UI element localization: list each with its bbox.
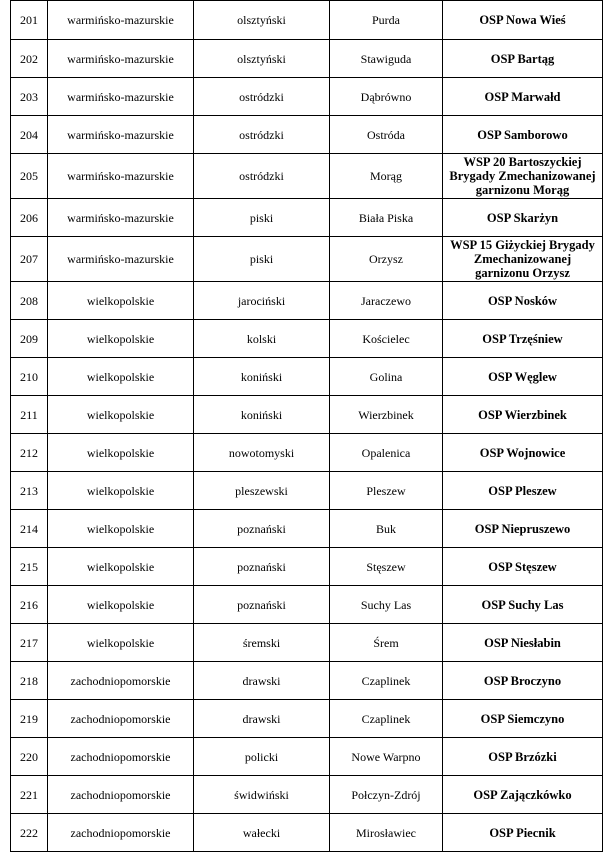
fire-unit-cell: OSP Brzózki xyxy=(443,738,603,776)
row-number-cell: 207 xyxy=(11,237,48,282)
fire-units-table xyxy=(10,0,603,852)
fire-unit-cell: OSP Marwałd xyxy=(443,78,603,116)
row-number-cell: 203 xyxy=(11,78,48,116)
county-cell: śremski xyxy=(194,624,330,662)
commune-cell: Orzysz xyxy=(330,237,443,282)
table-row xyxy=(11,116,603,154)
county-cell: pleszewski xyxy=(194,472,330,510)
county-cell: poznański xyxy=(194,586,330,624)
row-number-cell: 218 xyxy=(11,662,48,700)
fire-unit-cell: OSP Bartąg xyxy=(443,40,603,78)
county-cell: wałecki xyxy=(194,814,330,852)
fire-unit-cell: OSP Trzęśniew xyxy=(443,320,603,358)
county-cell: ostródzki xyxy=(194,116,330,154)
voivodeship-cell: wielkopolskie xyxy=(48,624,194,662)
row-number-cell: 222 xyxy=(11,814,48,852)
table-row xyxy=(11,320,603,358)
row-number-cell: 219 xyxy=(11,700,48,738)
row-number-cell: 220 xyxy=(11,738,48,776)
voivodeship-cell: warmińsko-mazurskie xyxy=(48,1,194,40)
fire-unit-cell: OSP Piecnik xyxy=(443,814,603,852)
table-row xyxy=(11,434,603,472)
table-row xyxy=(11,154,603,199)
commune-cell: Mirosławiec xyxy=(330,814,443,852)
commune-cell: Połczyn-Zdrój xyxy=(330,776,443,814)
table-row xyxy=(11,700,603,738)
row-number-cell: 217 xyxy=(11,624,48,662)
table-row xyxy=(11,586,603,624)
voivodeship-cell: warmińsko-mazurskie xyxy=(48,116,194,154)
table-row xyxy=(11,548,603,586)
commune-cell: Wierzbinek xyxy=(330,396,443,434)
county-cell: olsztyński xyxy=(194,40,330,78)
fire-unit-cell: WSP 15 Giżyckiej Brygady Zmechanizowanej garnizonu Orzysz xyxy=(443,237,603,282)
row-number-cell: 211 xyxy=(11,396,48,434)
row-number-cell: 215 xyxy=(11,548,48,586)
voivodeship-cell: wielkopolskie xyxy=(48,358,194,396)
fire-unit-cell: OSP Wojnowice xyxy=(443,434,603,472)
commune-cell: Czaplinek xyxy=(330,700,443,738)
commune-cell: Ostróda xyxy=(330,116,443,154)
fire-unit-cell: OSP Stęszew xyxy=(443,548,603,586)
county-cell: ostródzki xyxy=(194,78,330,116)
fire-unit-cell: OSP Suchy Las xyxy=(443,586,603,624)
county-cell: piski xyxy=(194,237,330,282)
table-row xyxy=(11,199,603,237)
county-cell: kolski xyxy=(194,320,330,358)
row-number-cell: 216 xyxy=(11,586,48,624)
voivodeship-cell: zachodniopomorskie xyxy=(48,738,194,776)
county-cell: nowotomyski xyxy=(194,434,330,472)
commune-cell: Golina xyxy=(330,358,443,396)
voivodeship-cell: warmińsko-mazurskie xyxy=(48,237,194,282)
row-number-cell: 202 xyxy=(11,40,48,78)
fire-unit-cell: OSP Węglew xyxy=(443,358,603,396)
fire-unit-cell: OSP Zajączkówko xyxy=(443,776,603,814)
voivodeship-cell: warmińsko-mazurskie xyxy=(48,199,194,237)
fire-unit-cell: OSP Siemczyno xyxy=(443,700,603,738)
voivodeship-cell: zachodniopomorskie xyxy=(48,776,194,814)
table-row xyxy=(11,40,603,78)
table-body xyxy=(11,1,603,852)
table-row xyxy=(11,662,603,700)
county-cell: drawski xyxy=(194,662,330,700)
table-row xyxy=(11,510,603,548)
commune-cell: Kościelec xyxy=(330,320,443,358)
commune-cell: Suchy Las xyxy=(330,586,443,624)
fire-unit-cell: OSP Pleszew xyxy=(443,472,603,510)
commune-cell: Stęszew xyxy=(330,548,443,586)
county-cell: ostródzki xyxy=(194,154,330,199)
fire-unit-cell: OSP Wierzbinek xyxy=(443,396,603,434)
fire-unit-cell: OSP Nosków xyxy=(443,282,603,320)
fire-unit-cell: OSP Samborowo xyxy=(443,116,603,154)
voivodeship-cell: zachodniopomorskie xyxy=(48,814,194,852)
voivodeship-cell: wielkopolskie xyxy=(48,472,194,510)
row-number-cell: 206 xyxy=(11,199,48,237)
row-number-cell: 204 xyxy=(11,116,48,154)
voivodeship-cell: warmińsko-mazurskie xyxy=(48,40,194,78)
voivodeship-cell: zachodniopomorskie xyxy=(48,662,194,700)
commune-cell: Pleszew xyxy=(330,472,443,510)
fire-unit-cell: OSP Broczyno xyxy=(443,662,603,700)
commune-cell: Buk xyxy=(330,510,443,548)
row-number-cell: 212 xyxy=(11,434,48,472)
table-row xyxy=(11,282,603,320)
voivodeship-cell: warmińsko-mazurskie xyxy=(48,78,194,116)
voivodeship-cell: wielkopolskie xyxy=(48,320,194,358)
fire-unit-cell: OSP Skarżyn xyxy=(443,199,603,237)
commune-cell: Biała Piska xyxy=(330,199,443,237)
county-cell: olsztyński xyxy=(194,1,330,40)
commune-cell: Purda xyxy=(330,1,443,40)
voivodeship-cell: wielkopolskie xyxy=(48,282,194,320)
county-cell: policki xyxy=(194,738,330,776)
row-number-cell: 208 xyxy=(11,282,48,320)
fire-unit-cell: OSP Niesłabin xyxy=(443,624,603,662)
table-row xyxy=(11,624,603,662)
table-row xyxy=(11,237,603,282)
row-number-cell: 214 xyxy=(11,510,48,548)
row-number-cell: 221 xyxy=(11,776,48,814)
voivodeship-cell: wielkopolskie xyxy=(48,396,194,434)
voivodeship-cell: warmińsko-mazurskie xyxy=(48,154,194,199)
row-number-cell: 209 xyxy=(11,320,48,358)
commune-cell: Jaraczewo xyxy=(330,282,443,320)
voivodeship-cell: wielkopolskie xyxy=(48,586,194,624)
commune-cell: Czaplinek xyxy=(330,662,443,700)
table-row xyxy=(11,396,603,434)
table-row xyxy=(11,1,603,40)
table-row xyxy=(11,472,603,510)
row-number-cell: 210 xyxy=(11,358,48,396)
county-cell: piski xyxy=(194,199,330,237)
fire-unit-cell: OSP Niepruszewo xyxy=(443,510,603,548)
county-cell: świdwiński xyxy=(194,776,330,814)
commune-cell: Śrem xyxy=(330,624,443,662)
commune-cell: Opalenica xyxy=(330,434,443,472)
county-cell: koniński xyxy=(194,396,330,434)
county-cell: jarociński xyxy=(194,282,330,320)
table-row xyxy=(11,358,603,396)
voivodeship-cell: zachodniopomorskie xyxy=(48,700,194,738)
fire-unit-cell: WSP 20 Bartoszyckiej Brygady Zmechanizowanej garnizonu Morąg xyxy=(443,154,603,199)
table-row xyxy=(11,78,603,116)
table-row xyxy=(11,776,603,814)
county-cell: koniński xyxy=(194,358,330,396)
voivodeship-cell: wielkopolskie xyxy=(48,548,194,586)
table-row xyxy=(11,814,603,852)
table-row xyxy=(11,738,603,776)
county-cell: drawski xyxy=(194,700,330,738)
voivodeship-cell: wielkopolskie xyxy=(48,510,194,548)
county-cell: poznański xyxy=(194,548,330,586)
commune-cell: Dąbrówno xyxy=(330,78,443,116)
row-number-cell: 201 xyxy=(11,1,48,40)
commune-cell: Nowe Warpno xyxy=(330,738,443,776)
row-number-cell: 205 xyxy=(11,154,48,199)
county-cell: poznański xyxy=(194,510,330,548)
fire-unit-cell: OSP Nowa Wieś xyxy=(443,1,603,40)
commune-cell: Morąg xyxy=(330,154,443,199)
voivodeship-cell: wielkopolskie xyxy=(48,434,194,472)
row-number-cell: 213 xyxy=(11,472,48,510)
commune-cell: Stawiguda xyxy=(330,40,443,78)
